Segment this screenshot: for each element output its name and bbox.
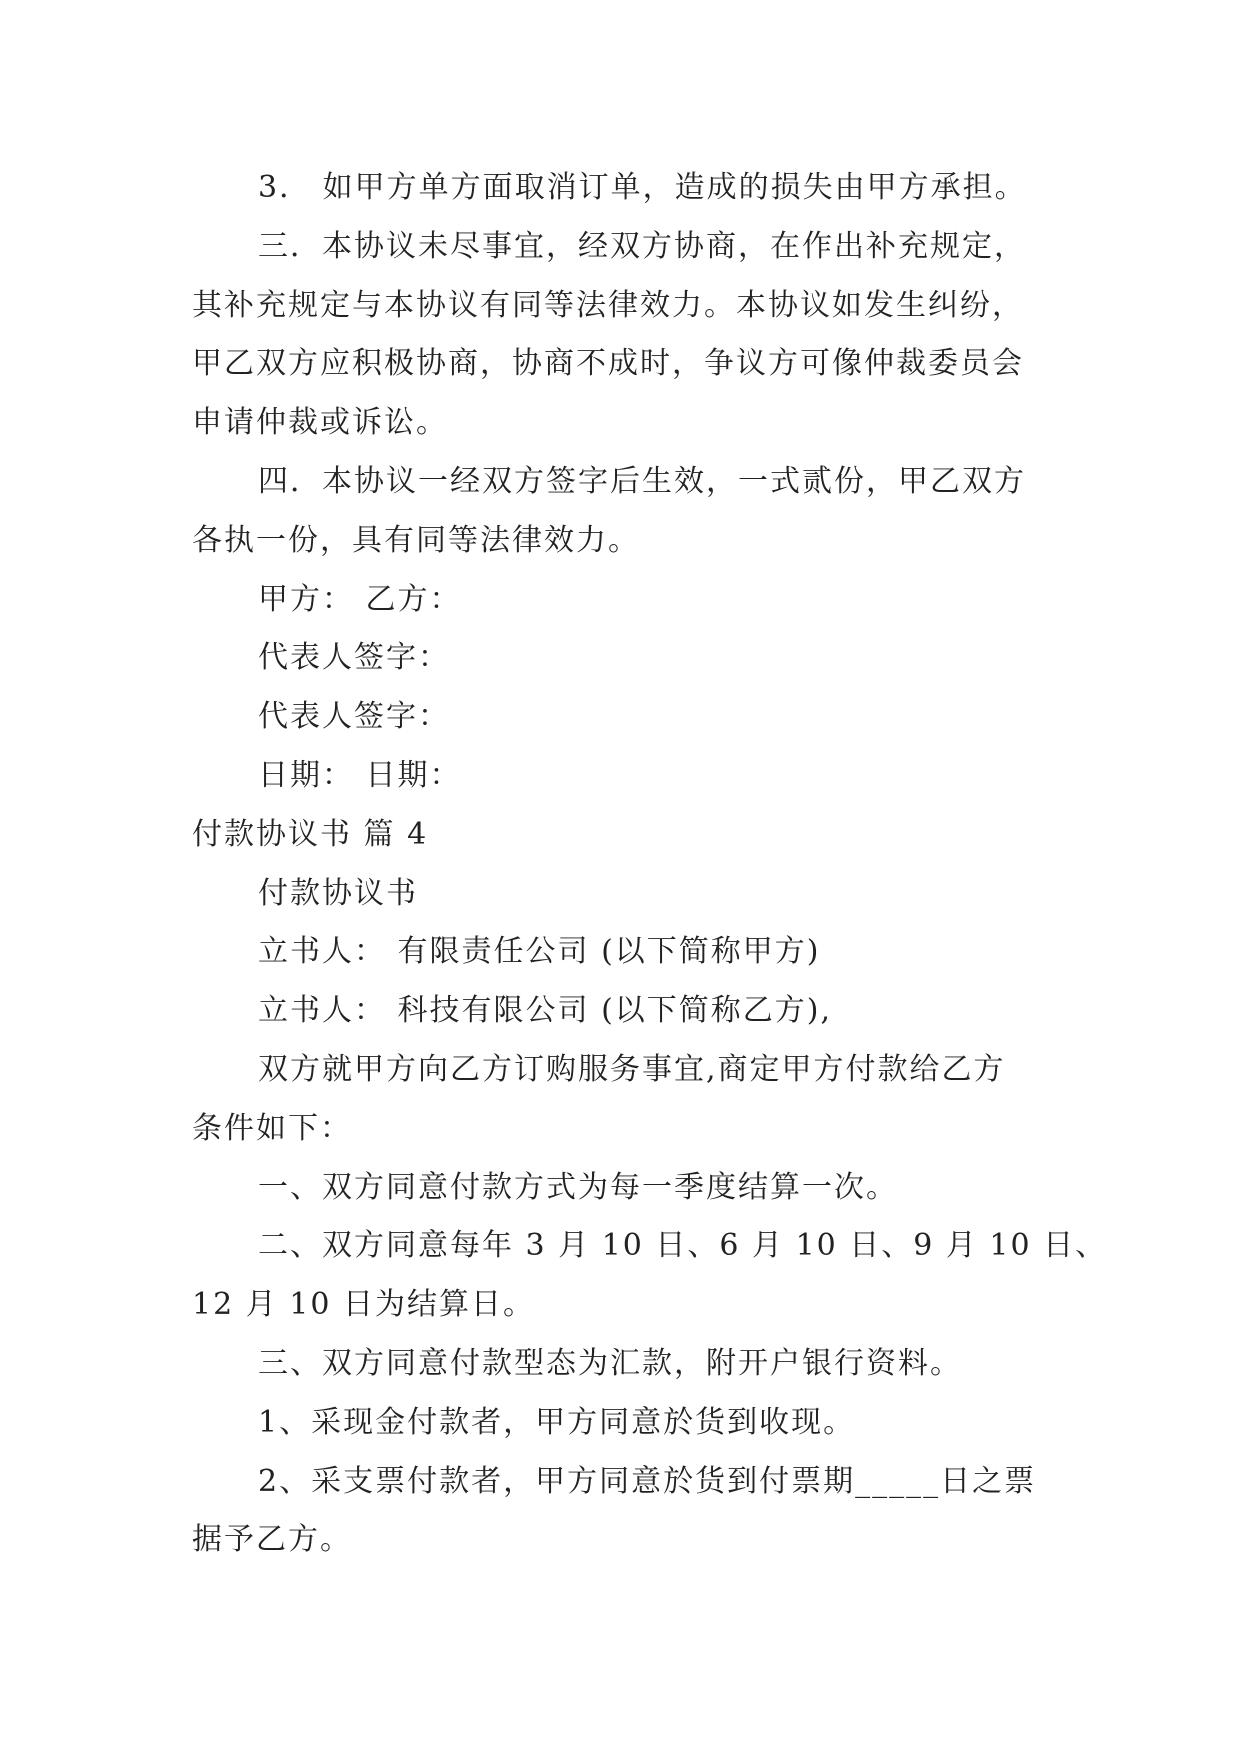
signature-field: 代表人签字： (258, 640, 450, 675)
signature-parties: 甲方： 乙方： (258, 582, 462, 617)
clause-line: 1、采现金付款者，甲方同意於货到收现。 (258, 1405, 856, 1440)
text-line: 其补充规定与本协议有同等法律效力。本协议如发生纠纷， (192, 288, 1024, 323)
text-line: 甲乙双方应积极协商，协商不成时，争议方可像仲裁委员会 (192, 346, 1024, 381)
document-title: 付款协议书 (258, 876, 418, 911)
text-line: 四．本协议一经双方签字后生效，一式贰份，甲乙双方 (258, 464, 1026, 499)
text-line: 条件如下： (192, 1111, 352, 1146)
clause-line: 二、双方同意每年 3 月 10 日、6 月 10 日、9 月 10 日、 (258, 1228, 1108, 1263)
text-line: 12 月 10 日为结算日。 (192, 1287, 535, 1322)
section-heading: 付款协议书 篇 4 (192, 817, 429, 852)
text-line: 双方就甲方向乙方订购服务事宜,商定甲方付款给乙方 (258, 1052, 1006, 1087)
party-a-line: 立书人： 有限责任公司 (以下简称甲方) (258, 934, 821, 969)
text-line: 3． 如甲方单方面取消订单，造成的损失由甲方承担。 (258, 170, 1027, 205)
clause-line: 2、采支票付款者，甲方同意於货到付票期_____日之票 (258, 1464, 1037, 1499)
party-b-line: 立书人： 科技有限公司 (以下简称乙方), (258, 993, 833, 1028)
text-line: 据予乙方。 (192, 1522, 352, 1557)
clause-line: 一、双方同意付款方式为每一季度结算一次。 (258, 1170, 898, 1205)
text-line: 三．本协议未尽事宜，经双方协商，在作出补充规定， (258, 229, 1026, 264)
clause-line: 三、双方同意付款型态为汇款，附开户银行资料。 (258, 1346, 962, 1381)
signature-field: 代表人签字： (258, 699, 450, 734)
text-line: 申请仲裁或诉讼。 (192, 405, 448, 440)
text-line: 各执一份，具有同等法律效力。 (192, 523, 640, 558)
date-field: 日期： 日期： (258, 758, 462, 793)
